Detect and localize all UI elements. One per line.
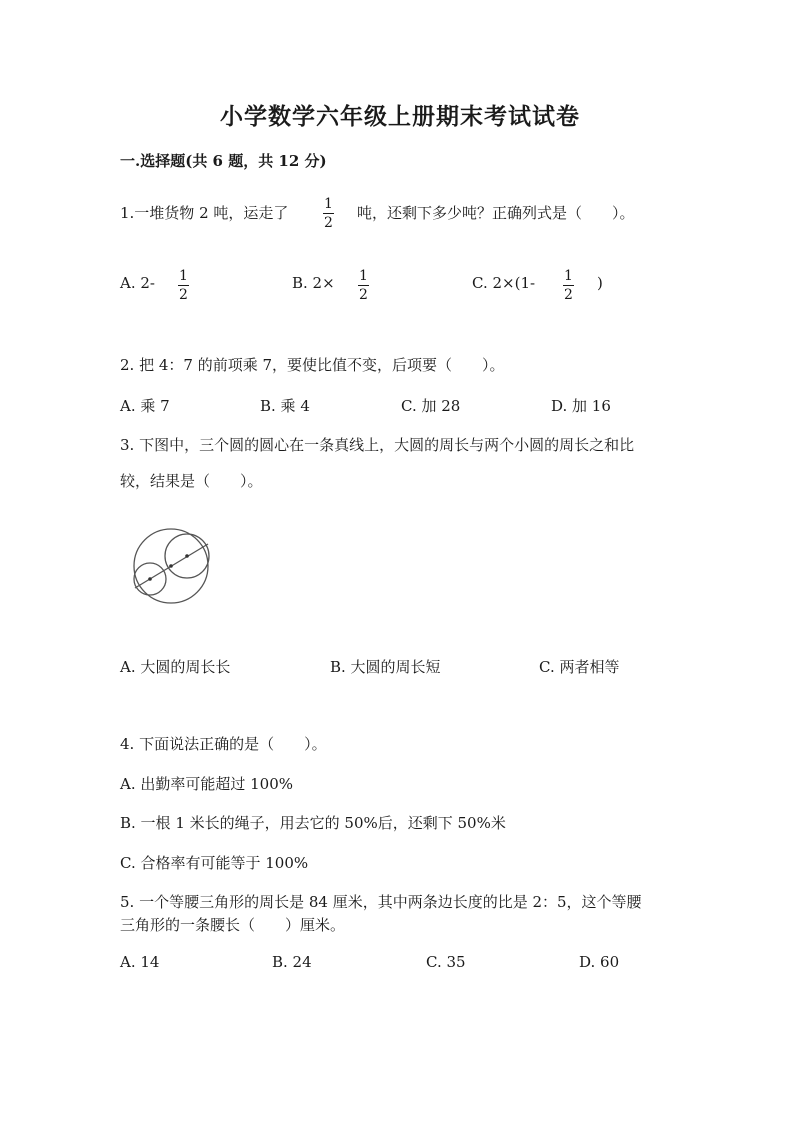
- q3-option-b: B. 大圆的周长短: [330, 658, 441, 676]
- q2-option-c: C. 加 28: [401, 397, 461, 415]
- q4-option-b: B. 一根 1 米长的绳子，用去它的 50%后，还剩下 50%米: [120, 814, 506, 832]
- fraction-numerator: 1: [359, 268, 368, 284]
- q5-option-a: A. 14: [120, 953, 160, 971]
- q3-option-a: A. 大圆的周长长: [120, 658, 231, 676]
- q1-stem-part2: 吨，还剩下多少吨？正确列式是（ ）。: [357, 204, 635, 222]
- q1-stem-part1: 1.一堆货物 2 吨，运走了: [120, 204, 289, 222]
- q1-option-b: B. 2×: [292, 274, 335, 292]
- q5-option-b: B. 24: [272, 953, 312, 971]
- q2-option-d: D. 加 16: [551, 397, 611, 415]
- q1-option-c: C. 2×(1-: [472, 274, 536, 292]
- q1-option-a-fraction: [178, 268, 189, 303]
- center-dot-right: [185, 554, 189, 558]
- center-dot-middle: [169, 564, 173, 568]
- fraction-denominator: 2: [324, 215, 333, 231]
- center-dot-left: [148, 577, 152, 581]
- q2-stem: 2. 把 4：7 的前项乘 7，要使比值不变，后项要（ ）。: [120, 356, 505, 374]
- q5-option-c: C. 35: [426, 953, 466, 971]
- q3-option-c: C. 两者相等: [539, 658, 620, 676]
- q1-option-c-fraction: [563, 268, 574, 303]
- fraction-numerator: 1: [179, 268, 188, 284]
- q5-option-d: D. 60: [579, 953, 620, 971]
- fraction-denominator: 2: [359, 287, 368, 303]
- q2-option-a: A. 乘 7: [120, 397, 170, 415]
- section-heading: 一.选择题(共 6 题，共 12 分): [120, 152, 327, 170]
- q1-option-c-close: ): [597, 274, 603, 292]
- q2-option-b: B. 乘 4: [260, 397, 310, 415]
- q4-option-a: A. 出勤率可能超过 100%: [120, 775, 294, 793]
- q1-fraction: [323, 196, 334, 231]
- q1-option-b-fraction: [358, 268, 369, 303]
- fraction-numerator: 1: [324, 196, 333, 212]
- page-title: 小学数学六年级上册期末考试试卷: [220, 103, 580, 130]
- q3-stem-line2: 较，结果是（ ）。: [120, 472, 263, 490]
- fraction-denominator: 2: [179, 287, 188, 303]
- q5-stem-line1: 5. 一个等腰三角形的周长是 84 厘米，其中两条边长度的比是 2：5，这个等腰: [120, 893, 642, 911]
- q4-option-c: C. 合格率有可能等于 100%: [120, 854, 309, 872]
- q3-stem-line1: 3. 下图中，三个圆的圆心在一条真线上，大圆的周长与两个小圆的周长之和比: [120, 436, 635, 454]
- q4-stem: 4. 下面说法正确的是（ ）。: [120, 735, 327, 753]
- q5-stem-line2: 三角形的一条腰长（ ）厘米。: [120, 916, 346, 934]
- three-circles-figure: [126, 526, 216, 606]
- fraction-denominator: 2: [564, 287, 573, 303]
- fraction-numerator: 1: [564, 268, 573, 284]
- q1-option-a: A. 2-: [120, 274, 155, 292]
